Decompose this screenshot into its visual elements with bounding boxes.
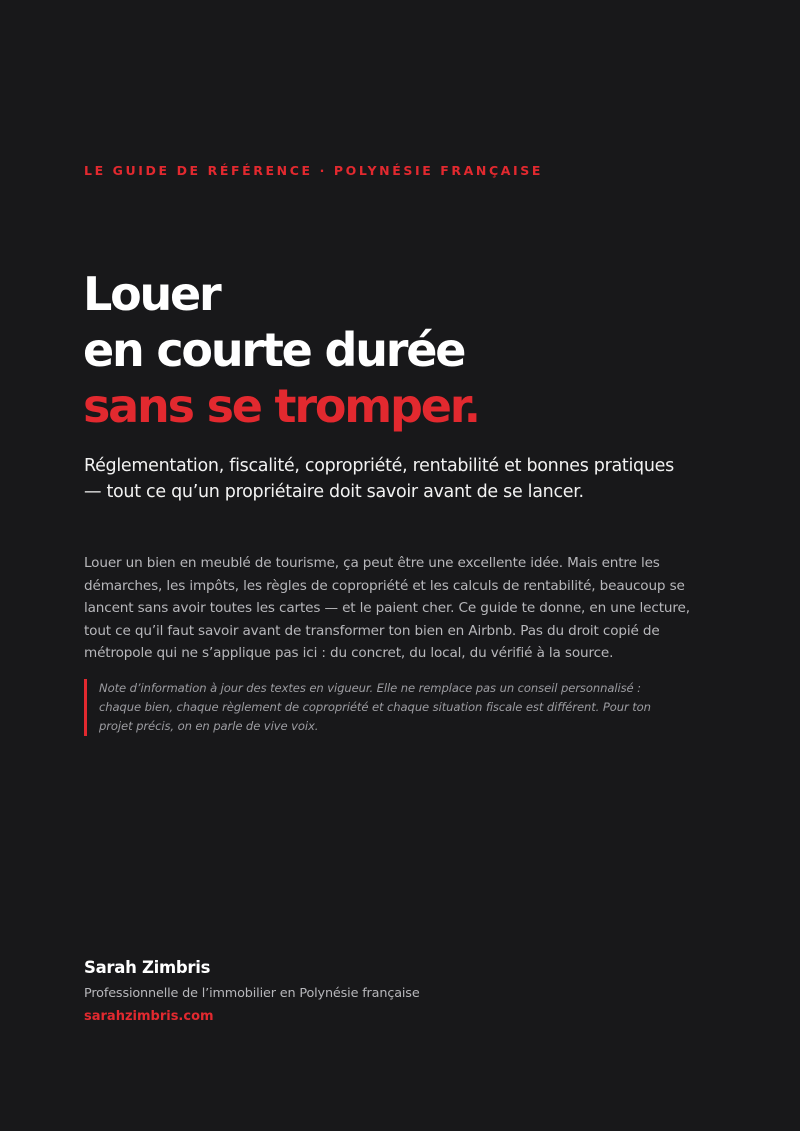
title-line-3-accent: sans se tromper. (83, 379, 479, 433)
disclaimer-note (84, 679, 669, 736)
eyebrow-label: LE GUIDE DE RÉFÉRENCE · POLYNÉSIE FRANÇAISE (84, 163, 544, 178)
author-website-link[interactable]: sarahzimbris.com (84, 1009, 214, 1024)
intro-paragraph: Louer un bien en meublé de tourisme, ça peut être une excellente idée. Mais entre les démarches, les impôts, les règles de copropriété et les calculs de rentabilité, beaucoup se lancent sans avoir toutes les cartes — et le paient cher. Ce guide te donne, en une lecture, tout ce qu’il faut savoir avant de transformer ton bien en Airbnb. Pas du droit copié de métropole qui ne s’applique pas ici : du concret, du local, du vérifié à la source. (84, 555, 690, 662)
page-title (83, 266, 479, 434)
title-line-1: Louer (83, 267, 220, 321)
title-line-2: en courte durée (83, 323, 465, 377)
author-role: Professionnelle de l’immobilier en Polynésie française (84, 986, 420, 1001)
disclaimer-text: Note d’information à jour des textes en vigueur. Elle ne remplace pas un conseil personnalisé : chaque bien, chaque règlement de copropriété et chaque situation fiscale est différent. Pour ton projet précis, on en parle de vive voix. (99, 681, 651, 733)
lede-paragraph: Réglementation, fiscalité, copropriété, rentabilité et bonnes pratiques — tout ce qu’un propriétaire doit savoir avant de se lancer. (84, 456, 674, 502)
author-name: Sarah Zimbris (84, 958, 211, 977)
